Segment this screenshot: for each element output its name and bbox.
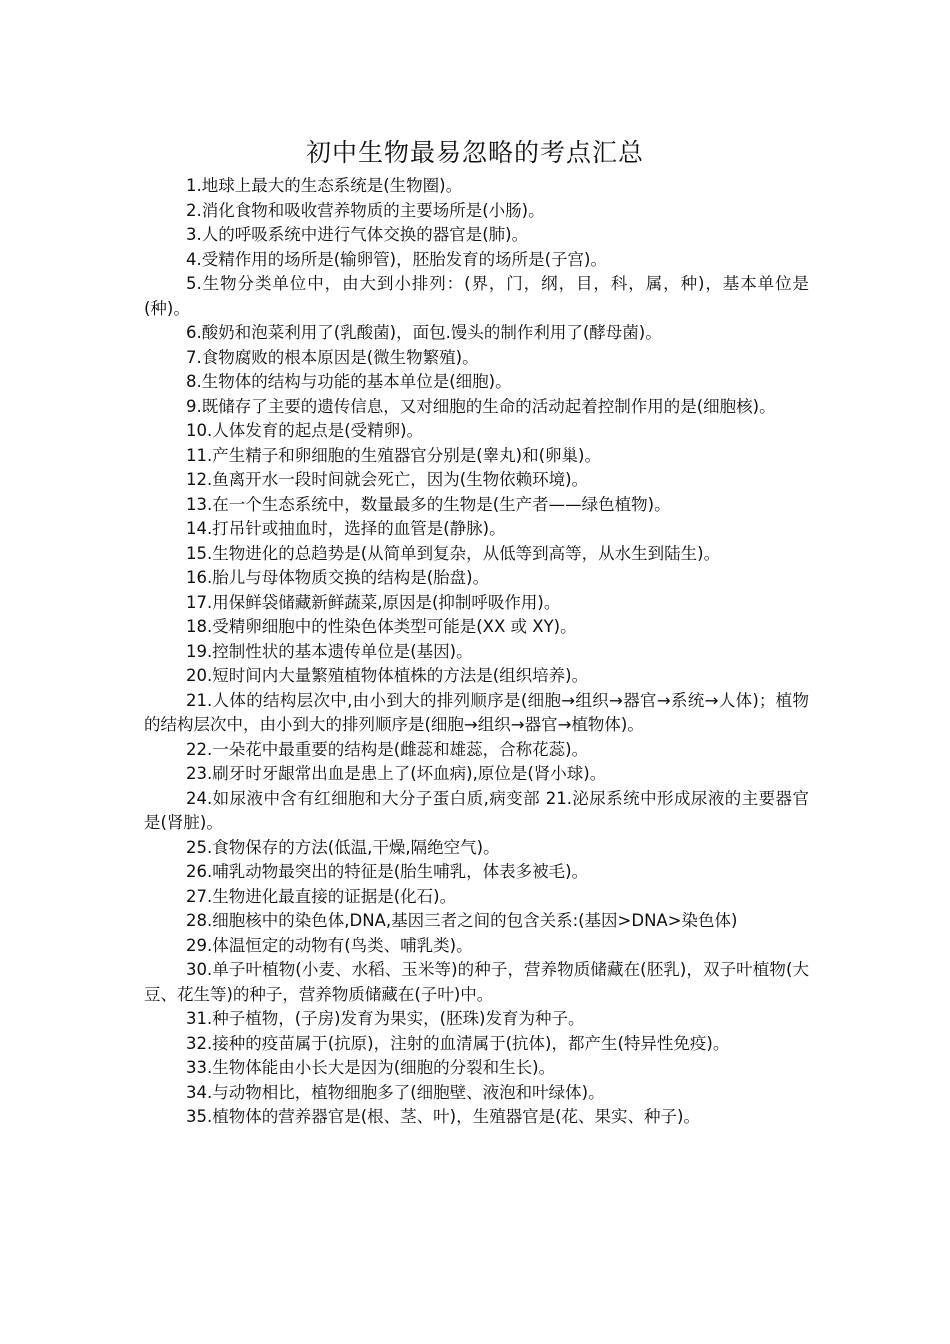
list-item: 11.产生精子和卵细胞的生殖器官分别是(睾丸)和(卵巢)。 [186, 445, 601, 465]
list-item: 26.哺乳动物最突出的特征是(胎生哺乳，体表多被毛)。 [186, 862, 589, 881]
list-item: 27.生物进化最直接的证据是(化石)。 [186, 886, 457, 906]
list-item: 4.受精作用的场所是(输卵管)，胚胎发育的场所是(子宫)。 [186, 249, 607, 269]
list-item: 18.受精卵细胞中的性染色体类型可能是(XX 或 XY)。 [186, 617, 577, 636]
list-item: 28.细胞核中的染色体,DNA,基因三者之间的包含关系:(基因>DNA>染色体) [186, 911, 738, 930]
list-item: 24.如尿液中含有红细胞和大分子蛋白质,病变部 21.泌尿系统中形成尿液的主要器官是(肾脏)。 [144, 788, 809, 832]
list-item: 31.种子植物，(子房)发育为果实，(胚珠)发育为种子。 [186, 1009, 585, 1028]
list-item: 25.食物保存的方法(低温,干燥,隔绝空气)。 [186, 837, 500, 857]
list-item: 1.地球上最大的生态系统是(生物圈)。 [186, 176, 463, 195]
list-item: 17.用保鲜袋储藏新鲜蔬菜,原因是(抑制呼吸作用)。 [186, 592, 561, 612]
list-item: 7.食物腐败的根本原因是(微生物繁殖)。 [186, 347, 479, 367]
list-item: 10.人体发育的起点是(受精卵)。 [186, 421, 424, 440]
list-item: 9.既储存了主要的遗传信息，又对细胞的生命的活动起着控制作用的是(细胞核)。 [186, 396, 776, 416]
list-item: 35.植物体的营养器官是(根、茎、叶)，生殖器官是(花、果实、种子)。 [186, 1107, 700, 1126]
list-item: 30.单子叶植物(小麦、水稻、玉米等)的种子，营养物质储藏在(胚乳)，双子叶植物(大豆、花生等)的种子，营养物质储藏在(子叶)中。 [144, 960, 809, 1004]
list-item: 23.刷牙时牙龈常出血是患上了(坏血病),原位是(肾小球)。 [186, 764, 607, 783]
list-item: 3.人的呼吸系统中进行气体交换的器官是(肺)。 [186, 225, 529, 244]
list-item: 29.体温恒定的动物有(鸟类、哺乳类)。 [186, 935, 473, 955]
list-item: 6.酸奶和泡菜利用了(乳酸菌)，面包.馒头的制作利用了(酵母菌)。 [186, 323, 662, 342]
list-item: 22.一朵花中最重要的结构是(雌蕊和雄蕊，合称花蕊)。 [186, 739, 589, 759]
list-item: 5.生物分类单位中，由大到小排列：(界，门，纲，目，科，属，种)，基本单位是(种)。 [144, 274, 809, 318]
document-title: 初中生物最易忽略的考点汇总 [305, 138, 644, 167]
list-item: 34.与动物相比，植物细胞多了(细胞壁、液泡和叶绿体)。 [186, 1082, 605, 1102]
list-item: 32.接种的疫苗属于(抗原)，注射的血清属于(抗体)，都产生(特异性免疫)。 [186, 1033, 730, 1053]
list-item: 19.控制性状的基本遗传单位是(基因)。 [186, 641, 473, 661]
list-item: 20.短时间内大量繁殖植物体植株的方法是(组织培养)。 [186, 666, 589, 685]
list-item: 12.鱼离开水一段时间就会死亡，因为(生物依赖环境)。 [186, 470, 589, 489]
list-item: 21.人体的结构层次中,由小到大的排列顺序是(细胞→组织→器官→系统→人体)；植物的结构层次中，由小到大的排列顺序是(细胞→组织→器官→植物体)。 [144, 690, 809, 734]
list-item: 33.生物体能由小长大是因为(细胞的分裂和生长)。 [186, 1058, 556, 1077]
list-item: 16.胎儿与母体物质交换的结构是(胎盘)。 [186, 568, 490, 587]
list-item: 8.生物体的结构与功能的基本单位是(细胞)。 [186, 372, 512, 391]
document-body [144, 174, 809, 1130]
list-item: 14.打吊针或抽血时，选择的血管是(静脉)。 [186, 519, 506, 538]
list-item: 13.在一个生态系统中，数量最多的生物是(生产者——绿色植物)。 [186, 494, 671, 514]
list-item: 2.消化食物和吸收营养物质的主要场所是(小肠)。 [186, 200, 545, 220]
list-item: 15.生物进化的总趋势是(从简单到复杂，从低等到高等，从水生到陆生)。 [186, 543, 721, 563]
